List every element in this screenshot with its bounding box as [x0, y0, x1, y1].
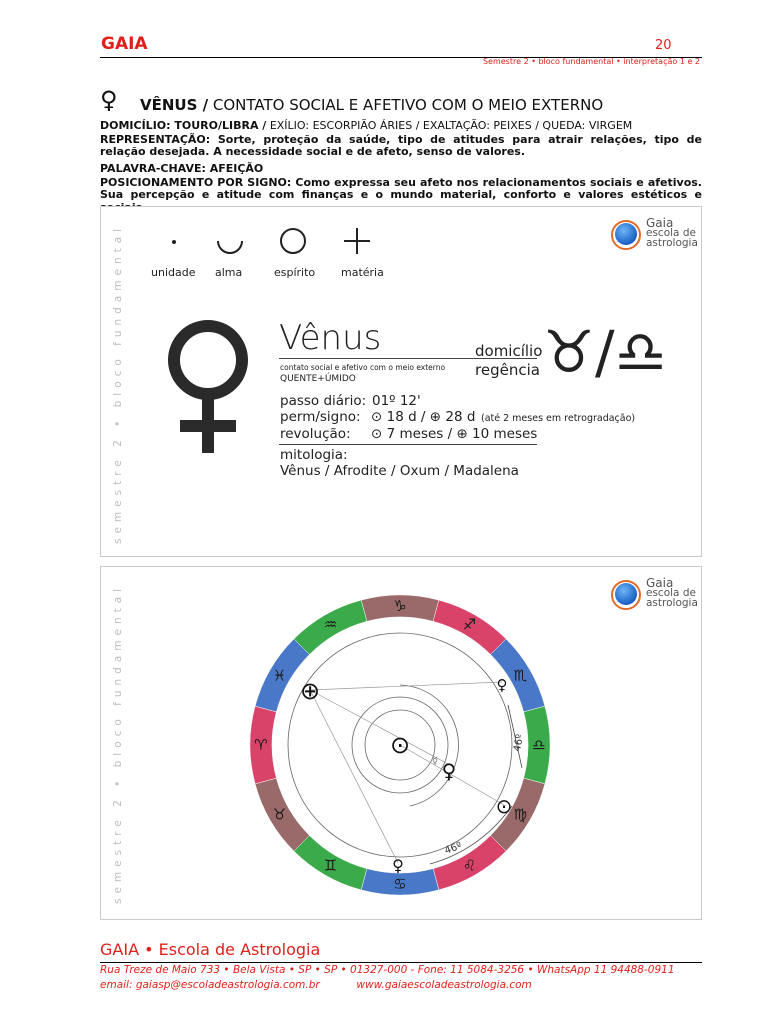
domicilio-value: TOURO/LIBRA /	[170, 119, 267, 132]
slide1-side-text: semestre 2 • bloco fundamental	[112, 223, 124, 544]
domicilio-label: DOMICÍLIO:	[100, 119, 171, 132]
revolucao-label: revolução:	[280, 426, 351, 442]
zodiac-sign-icon: ♊	[323, 856, 338, 875]
posicionamento-label: POSICIONAMENTO POR SIGNO:	[100, 176, 292, 189]
footer-email[interactable]: email: gaiasp@escoladeastrologia.com.br	[100, 979, 320, 991]
zodiac-sign-icon: ♋	[393, 875, 407, 893]
sun-icon: ⊙	[389, 731, 411, 759]
zodiac-sign-icon: ♐	[462, 615, 477, 634]
palavra-chave-line	[100, 163, 702, 175]
footer-website[interactable]: www.gaiaescoladeastrologia.com	[356, 979, 532, 991]
domicilio-rest: EXÍLIO: ESCORPIÃO ÁRIES / EXALTAÇÃO: PEIXES / QUEDA: VIRGEM	[266, 119, 633, 132]
section-title	[140, 96, 603, 114]
earth-line-1	[310, 682, 502, 690]
venus-icon-main: ♀	[441, 759, 457, 783]
perm-value: ⊙ 18 d / ⊕ 28 d	[371, 409, 476, 425]
angle-label-bottom: 46º	[443, 840, 464, 857]
logo-text	[646, 218, 698, 248]
footer-brand: GAIA • Escola de Astrologia	[100, 940, 321, 959]
dot-icon	[172, 240, 176, 244]
venus-icon: ♀	[100, 86, 118, 114]
zodiac-sign-icon: ♉	[272, 805, 287, 824]
zodiac-sign-icon: ♈	[254, 736, 268, 754]
representacao-paragraph	[100, 134, 702, 159]
palavra-chave-value: AFEIÇÃO	[205, 162, 264, 175]
passo-label: passo diário:	[280, 393, 367, 409]
representacao-label: REPRESENTAÇÃO:	[100, 133, 211, 146]
slide1-logo	[609, 218, 699, 258]
symbol-label-espirito: espírito	[274, 266, 316, 279]
taurus-libra-signs: ♉/♎	[543, 318, 667, 386]
footer-rule	[100, 962, 702, 963]
zodiac-sign-icon: ♏	[513, 666, 528, 685]
mercury-icon: ☿	[431, 756, 439, 767]
perm-label: perm/signo:	[280, 409, 361, 425]
symbol-label-alma: alma	[215, 266, 243, 279]
logo-line2: escola de	[646, 587, 696, 599]
angle-label-right: 46º	[512, 733, 526, 753]
page-number: 20	[655, 38, 672, 53]
planet-name: Vênus	[279, 318, 382, 358]
earth-line-2	[310, 690, 448, 764]
zodiac-sign-icon: ♍	[513, 805, 528, 824]
footer-address: Rua Treze de Maio 733 • Bela Vista • SP • SP • 01327-000 - Fone: 11 5084-3256 • WhatsApp 11 94488-0911	[100, 964, 675, 976]
logo-line1: Gaia	[646, 216, 674, 230]
logo-line2: escola de	[646, 227, 696, 239]
zodiac-sign-icon: ♓	[272, 666, 287, 685]
posicionamento-text: Como expressa seu afeto nos relacionamentos sociais e afetivos. Sua percepção e atitude com finanças e o mundo material, conforto e valores estéticos e	[100, 176, 702, 202]
planet-quality: QUENTE+ÚMIDO	[280, 374, 356, 384]
symbol-label-unidade: unidade	[151, 266, 196, 279]
logo-line3: astrologia	[646, 596, 698, 609]
zodiac-sign-icon: ♑	[393, 597, 407, 615]
arc-icon	[218, 241, 242, 253]
symbol-label-materia: matéria	[341, 266, 384, 279]
representacao-text: Sorte, proteção da saúde, tipo de atitudes para atrair relações, tipo de relação desejada. A necessidade social e de afeto, senso de valores.	[100, 133, 702, 159]
earth-icon: ⊕	[299, 677, 321, 705]
domicilio-tag: domicílio	[475, 342, 543, 360]
logo-line3: astrologia	[646, 236, 698, 249]
mitologia-label: mitologia:	[280, 447, 348, 463]
title-theme: CONTATO SOCIAL E AFETIVO COM O MEIO EXTERNO	[208, 96, 604, 114]
mitologia-value: Vênus / Afrodite / Oxum / Madalena	[280, 463, 519, 479]
slide2-side-text: semestre 2 • bloco fundamental	[112, 583, 124, 904]
slide2-logo	[609, 578, 699, 618]
zodiac-sign-icon: ♌	[462, 856, 477, 875]
domicilio-line	[100, 120, 702, 132]
perm-note: (até 2 meses em retrogradação)	[481, 413, 636, 424]
footer-contact	[100, 979, 532, 991]
large-venus-icon	[160, 318, 256, 458]
passo-value: 01º 12'	[372, 393, 421, 409]
zodiac-wheel	[250, 592, 550, 898]
symbols-row	[150, 226, 390, 262]
info-rule	[279, 444, 537, 445]
title-planet: VÊNUS /	[140, 96, 209, 114]
venus-icon-top: ♀	[496, 676, 508, 694]
revolucao-value: ⊙ 7 meses / ⊕ 10 meses	[371, 426, 538, 442]
logo-ring-icon	[611, 220, 641, 250]
circle-icon	[281, 229, 305, 253]
header-brand: GAIA	[101, 34, 148, 54]
palavra-chave-label: PALAVRA-CHAVE:	[100, 162, 206, 175]
logo-ring-icon	[611, 580, 641, 610]
logo-line1: Gaia	[646, 576, 674, 590]
regencia-tag: regência	[475, 361, 540, 379]
logo-text	[646, 578, 698, 608]
zodiac-sign-icon: ♒	[323, 615, 338, 634]
cross-icon	[344, 228, 370, 254]
sun-icon-ring: ⊙	[495, 794, 513, 818]
header-subtitle: Semestre 2 • bloco fundamental • interpretação 1 e 2	[482, 57, 700, 66]
venus-icon-bottom: ♀	[392, 856, 404, 875]
planet-description: contato social e afetivo com o meio externo	[280, 363, 446, 372]
zodiac-sign-icon: ♎	[532, 736, 546, 754]
